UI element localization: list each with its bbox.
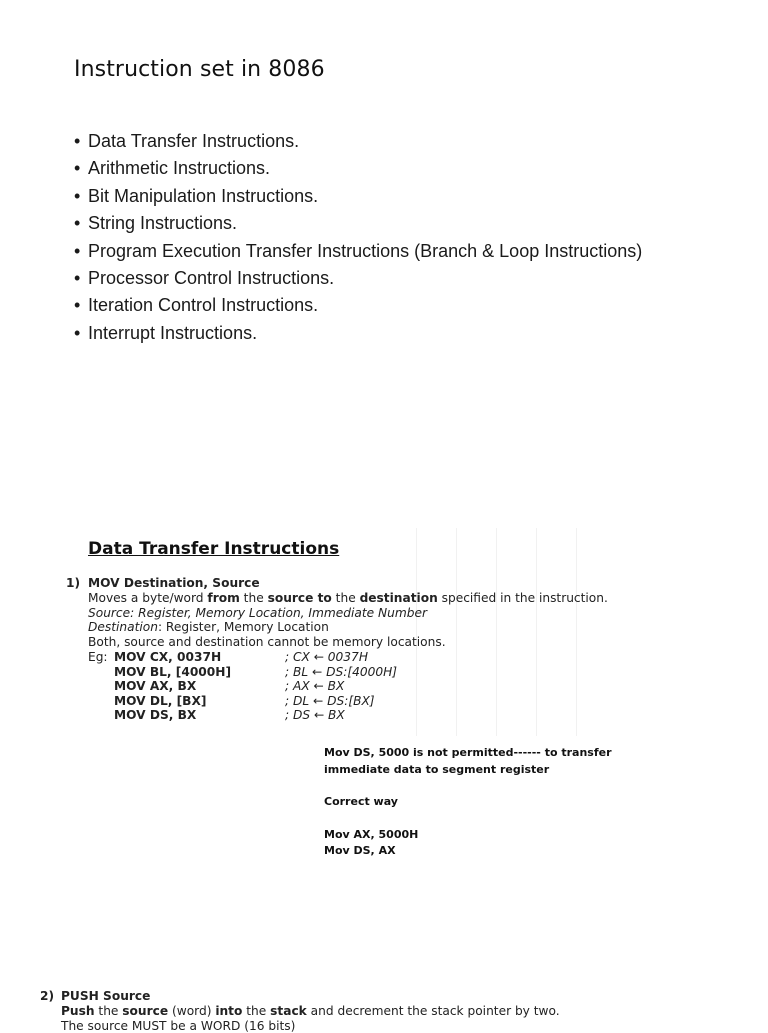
example-label: Eg: <box>88 650 108 664</box>
list-item: • Data Transfer Instructions. <box>74 131 300 151</box>
section-heading: Data Transfer Instructions <box>88 539 340 559</box>
list-item: • Bit Manipulation Instructions. <box>74 185 319 206</box>
instruction-note-cut: The source MUST be a WORD (16 bits) <box>61 1019 296 1033</box>
example-code: MOV DL, [BX] <box>114 694 207 708</box>
example-comment: ; DL ← DS:[BX] <box>285 694 375 708</box>
list-item: • Processor Control Instructions. <box>74 268 335 289</box>
source-operands: Source: Register, Memory Location, Immediate Number <box>88 606 427 620</box>
instruction-description: Push the source (word) into the stack and decrement the stack pointer by two. <box>61 1004 560 1018</box>
note-code: Mov DS, AX <box>324 844 396 857</box>
memory-note: Both, source and destination cannot be memory locations. <box>88 635 446 649</box>
destination-operands: Destination: Register, Memory Location <box>88 620 329 634</box>
page-title: Instruction set in 8086 <box>74 57 325 82</box>
list-item: • Program Execution Transfer Instructions (Branch & Loop Instructions) <box>74 240 643 261</box>
note-text: Mov DS, 5000 is not permitted------ to transfer immediate data to segment register <box>324 746 612 776</box>
example-code: MOV CX, 0037H <box>114 650 222 664</box>
example-code: MOV AX, BX <box>114 679 197 693</box>
list-item: • Iteration Control Instructions. <box>74 295 319 316</box>
list-item: • Arithmetic Instructions. <box>74 158 271 179</box>
example-comment: ; AX ← BX <box>285 679 345 693</box>
example-code: MOV DS, BX <box>114 708 197 721</box>
instruction-category-list <box>74 128 642 347</box>
note-code: Mov AX, 5000H <box>324 827 419 841</box>
segment-register-note <box>324 745 664 860</box>
note-subheading: Correct way <box>324 795 398 808</box>
item-number: 1) <box>66 576 81 590</box>
instruction-description: Moves a byte/word from the source to the destination specified in the instruction. <box>88 591 608 605</box>
instruction-syntax: MOV Destination, Source <box>88 576 260 590</box>
instruction-syntax: PUSH Source <box>61 989 151 1003</box>
list-item: • Interrupt Instructions. <box>74 322 258 343</box>
example-comment: ; DS ← BX <box>285 708 345 721</box>
example-comment: ; CX ← 0037H <box>285 650 368 664</box>
item-number: 2) <box>40 989 55 1003</box>
list-item: • String Instructions. <box>74 213 238 234</box>
example-comment: ; BL ← DS:[4000H] <box>285 665 398 679</box>
example-code: MOV BL, [4000H] <box>114 665 232 679</box>
